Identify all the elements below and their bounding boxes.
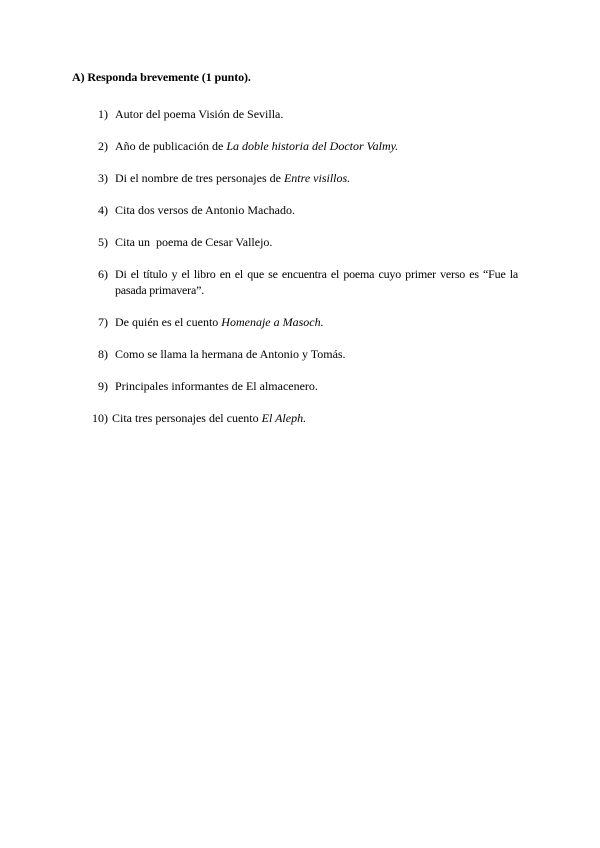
work-title: La doble historia del Doctor Valmy.: [226, 139, 399, 153]
question-text: [108, 410, 518, 426]
work-title: Entre visillos.: [283, 171, 351, 185]
question-item: [88, 234, 518, 250]
question-text: Principales informantes de El almacenero.: [115, 379, 318, 393]
question-number: 4): [98, 203, 108, 217]
question-item: [88, 346, 518, 362]
question-number: 7): [98, 315, 108, 329]
question-item: [88, 202, 518, 218]
question-number: 3): [98, 171, 108, 185]
question-item: [88, 138, 518, 154]
question-number: 1): [98, 107, 108, 121]
question-number: 8): [98, 347, 108, 361]
question-number: 9): [98, 379, 108, 393]
work-title: Homenaje a Masoch.: [221, 315, 324, 329]
question-text: Autor del poema Visión de Sevilla.: [115, 107, 284, 121]
question-item: [88, 410, 518, 426]
question-number: 2): [98, 139, 108, 153]
question-number: 10): [92, 411, 108, 425]
question-text: Como se llama la hermana de Antonio y Tomás.: [115, 347, 346, 361]
question-text: [108, 314, 518, 330]
question-prefix: De quién es el cuento: [115, 315, 222, 329]
question-text: Cita dos versos de Antonio Machado.: [115, 203, 295, 217]
question-prefix: Di el nombre de tres personajes de: [115, 171, 284, 185]
question-item: [88, 378, 518, 394]
question-number: 6): [98, 267, 108, 281]
question-prefix: Cita tres personajes del cuento: [112, 411, 262, 425]
question-text: [108, 138, 518, 154]
question-item: [88, 106, 518, 122]
question-prefix: Año de publicación de: [115, 139, 227, 153]
work-title: El Aleph.: [261, 411, 307, 425]
question-number: 5): [98, 235, 108, 249]
question-text: Cita un poema de Cesar Vallejo.: [115, 235, 273, 249]
section-heading: A) Responda brevemente (1 punto).: [72, 70, 251, 84]
question-item: [88, 314, 518, 330]
question-text: [108, 170, 518, 186]
question-text: Di el título y el libro en el que se encuentra el poema cuyo primer verso es “Fue la pasada primavera”.: [115, 267, 518, 297]
question-item: [88, 170, 518, 186]
question-item: [88, 266, 518, 298]
